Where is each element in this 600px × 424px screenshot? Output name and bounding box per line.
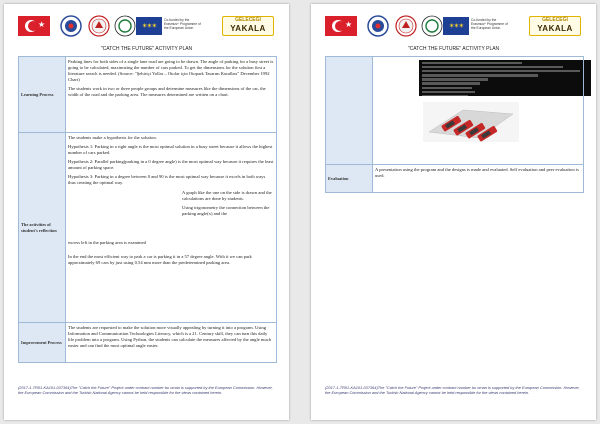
- project-logo-bottom: YAKALA: [537, 24, 573, 33]
- ministry-logo-icon: [88, 15, 110, 37]
- turkish-flag-icon: ★: [18, 16, 50, 36]
- erasmus-label: Co-funded by the Erasmus+ Programme of the European Union: [471, 18, 508, 30]
- table-row: [19, 133, 277, 323]
- table-row: [19, 323, 277, 363]
- program-terminal-screenshot: [419, 60, 591, 96]
- document-page-right: [311, 4, 596, 420]
- paragraph: Hypothesis 1: Parking in a right angle is the most optimal solution in a busy street because it allows the highest number of cars parked.: [68, 143, 273, 155]
- paragraph: Hypothesis 2: Parallel parking(parking in a 0 degree angle) is the most optimal way because it requires the least amount of parking space.: [68, 158, 274, 170]
- project-logo-top: GELECEĞİ: [235, 17, 261, 23]
- paragraph: A presentation using the program and the designs is made and evaluated. Self evaluation and peer evaluation is used.: [375, 166, 579, 178]
- paragraph: A graph like the one on the side is drawn and the calculations are done by students.: [182, 190, 272, 202]
- document-page-left: [4, 4, 289, 420]
- parking-graph-image: [68, 190, 178, 240]
- project-logo-top: GELECEĞİ: [542, 17, 568, 23]
- page-title: "CATCH THE FUTURE" ACTIVITY PLAN: [407, 46, 500, 52]
- district-logo-icon: [421, 15, 443, 37]
- school-logo-icon: [60, 15, 82, 37]
- paragraph: Parking lines for both sides of a single lane road are going to be drawn. The angle of parking for a busy street is going to be calculated, maximizing the number of cars parked. To get the dimensions for the solution first a literature search is needed. (Source: "Şehiriçi Yollar – Otolar için Otopark Tasarım Kuralları" December 1992 Chart): [68, 58, 274, 82]
- paragraph: excess left in the parking area is examined: [68, 240, 146, 246]
- paragraph: Hypothesis 3: Parking in a degree between 0 and 90 is the most optimal way because it excels in both ways thus creating the optimal way.: [68, 173, 266, 186]
- activity-plan-table: [325, 56, 584, 193]
- district-logo-icon: [114, 15, 136, 37]
- row-label-empty: [326, 57, 373, 165]
- paragraph: In the end the most efficient way to park a car is parking it in a 57 degree angle. With it we can park approximately 69 cars by just using 0,54 mm more than the predetermined parking area.: [68, 254, 252, 266]
- table-row: [326, 165, 584, 193]
- row-label-reflection: The activities of student's reflection: [19, 133, 66, 323]
- project-logo: [529, 16, 581, 36]
- paragraph: The students work in two or three people groups and determine measures like the dimensions of the car, the width of the road and the parking area. The measures determined are written on a chart.: [68, 85, 266, 97]
- turkish-flag-icon: ★: [325, 16, 357, 36]
- row-label-learning: Learning Process: [19, 57, 66, 133]
- paragraph: The students are requested to make the solution more visually appealing by turning it into a program. Using Information and Communication Technologies Literacy, which is a 21. Century skill, they can turn this daily life problem into a program. Using Python, the students can calculate the measures affected by the angle much easier and can find the most optimal angle easier.: [68, 324, 272, 348]
- erasmus-label: Co-funded by the Erasmus+ Programme of the European Union: [164, 18, 201, 30]
- parked-cars-3d-render: [423, 102, 519, 142]
- activity-plan-table: [18, 56, 277, 363]
- row-label-evaluation: Evaluation: [326, 165, 373, 193]
- school-logo-icon: [367, 15, 389, 37]
- table-row: [19, 57, 277, 133]
- page-header: [325, 14, 583, 42]
- graph-section: [68, 190, 274, 240]
- program-output-cell: [373, 57, 584, 165]
- eu-flag-icon: ✶✶✶: [443, 17, 469, 35]
- page-footer: (2017-1-TR01-KA101-037364)The "Catch the Future" Project under contract number bu oman is supported by the European Commission. However, the European Commission and the Turkish National Agency cannot be held responsible for the views contained herein.: [18, 385, 273, 396]
- table-row: [326, 57, 584, 165]
- ministry-logo-icon: [395, 15, 417, 37]
- paragraph: The students make a hypothesis for the solution.: [68, 134, 157, 140]
- reflection-cell: [66, 133, 277, 323]
- project-logo-bottom: YAKALA: [230, 24, 266, 33]
- evaluation-cell: [373, 165, 584, 193]
- learning-process-cell: [66, 57, 277, 133]
- eu-flag-icon: ✶✶✶: [136, 17, 162, 35]
- page-title: "CATCH THE FUTURE" ACTIVITY PLAN: [100, 46, 193, 52]
- project-logo: [222, 16, 274, 36]
- page-footer: (2017-1-TR01-KA101-037364)The "Catch the Future" Project under contract number bu oman is supported by the European Commission. However, the European Commission and the Turkish National Agency cannot be held responsible for the views contained herein.: [325, 385, 580, 396]
- page-header: [18, 14, 276, 42]
- paragraph: Using trigonometry the connection between the parking angle(x) and the: [182, 205, 270, 217]
- row-label-improvement: Improvement Process: [19, 323, 66, 363]
- improvement-cell: [66, 323, 277, 363]
